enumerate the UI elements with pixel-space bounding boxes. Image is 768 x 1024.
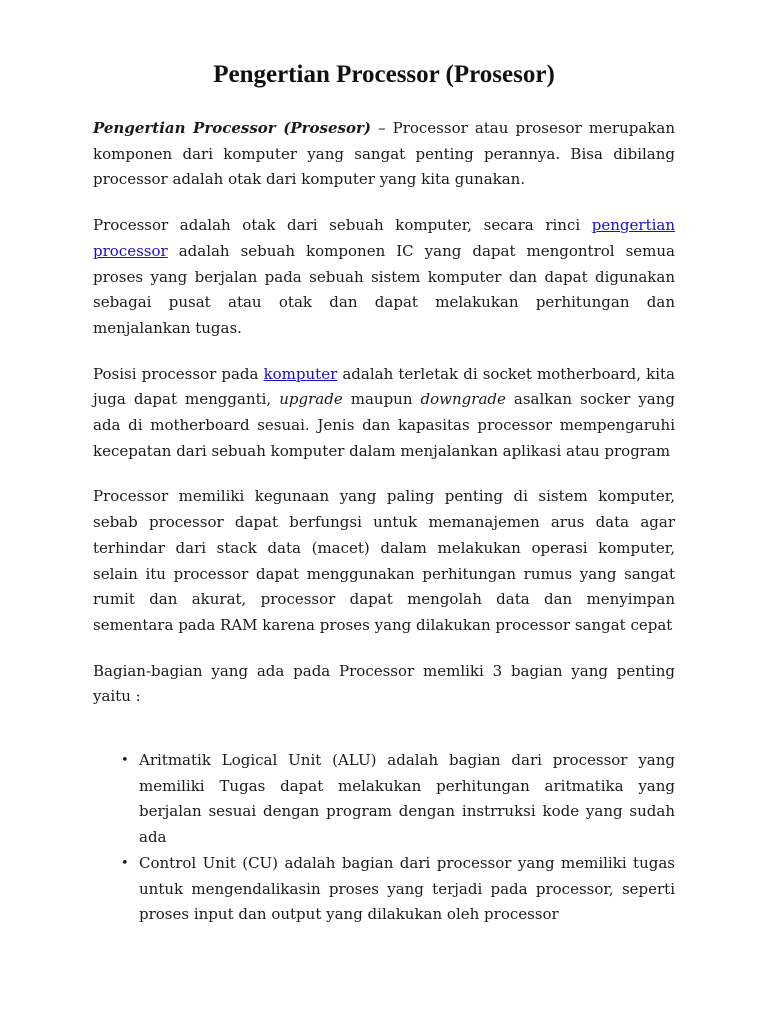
upgrade-term: upgrade bbox=[279, 390, 343, 409]
page-title: Pengertian Processor (Prosesor) bbox=[213, 61, 555, 88]
list-item-text: Aritmatik Logical Unit (ALU) adalah bagian dari processor yang memiliki Tugas dapat melakukan perhitungan aritmatika yang berjalan sesuai dengan program dengan instrruksi kode yang sudah ada bbox=[139, 751, 675, 847]
list-item bbox=[121, 748, 675, 851]
pengertian-processor-link[interactable]: pengertian processor bbox=[93, 216, 675, 260]
bullet-icon: • bbox=[121, 855, 129, 871]
definition-text-before: Processor adalah otak dari sebuah komputer, secara rinci bbox=[93, 216, 592, 235]
parts-list bbox=[93, 748, 675, 928]
definition-text-after: adalah sebuah komponen IC yang dapat mengontrol semua proses yang berjalan pada sebuah sistem komputer dan dapat digunakan sebagai pusat atau otak dan dapat melakukan perhitungan dan menjalankan tugas. bbox=[93, 241, 675, 337]
intro-text: – Processor atau prosesor merupakan komponen dari komputer yang sangat penting perannya. Bisa dibilang processor adalah otak dari komputer yang kita gunakan. bbox=[93, 119, 676, 189]
position-text-mid1: adalah terletak di socket motherboard, kita juga dapat mengganti, bbox=[93, 364, 676, 409]
list-spacer bbox=[93, 730, 675, 748]
list-item bbox=[121, 851, 675, 928]
paragraph-definition bbox=[93, 213, 675, 342]
bullet-icon: • bbox=[121, 753, 129, 769]
downgrade-term: downgrade bbox=[420, 390, 506, 409]
position-text-before: Posisi processor pada bbox=[93, 364, 264, 383]
paragraph-position bbox=[93, 362, 675, 465]
paragraph-usage: Processor memiliki kegunaan yang paling penting di sistem komputer, sebab processor dapat berfungsi untuk memanajemen arus data agar terhindar dari stack data (macet) dalam melakukan operasi komputer, selain itu processor dapat menggunakan perhitungan rumus yang sangat rumit dan akurat, processor dapat mengolah data dan menyimpan sementara pada RAM karena proses yang dilakukan processor sangat cepat bbox=[93, 487, 675, 634]
list-item-text: Control Unit (CU) adalah bagian dari processor yang memiliki tugas untuk mengendalikasin proses yang terjadi pada processor, seperti proses input dan output yang dilakukan oleh processor bbox=[139, 853, 675, 924]
komputer-link[interactable]: komputer bbox=[263, 364, 338, 383]
position-text-after: asalkan socker yang ada di motherboard sesuai. Jenis dan kapasitas processor mempengaruhi kecepatan dari sebuah komputer dalam menjalankan aplikasi atau program bbox=[93, 390, 675, 460]
position-text-mid2: maupun bbox=[342, 390, 421, 409]
document-page bbox=[93, 58, 675, 928]
paragraph-intro bbox=[93, 116, 675, 193]
paragraph-parts-intro: Bagian-bagian yang ada pada Processor memliki 3 bagian yang penting yaitu : bbox=[93, 661, 675, 706]
intro-lead: Pengertian Processor (Prosesor) bbox=[93, 119, 371, 137]
